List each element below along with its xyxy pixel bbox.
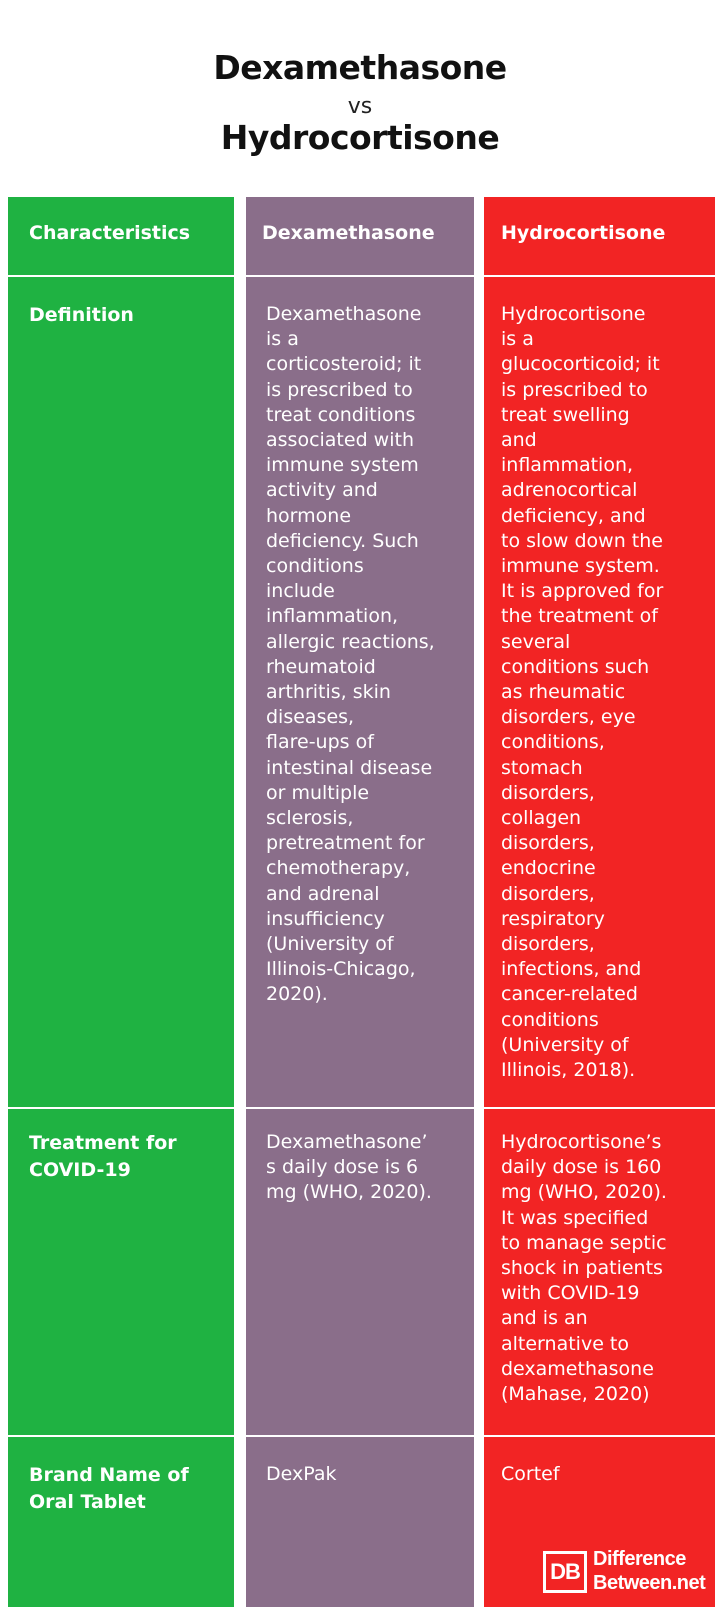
differencebetween-logo (543, 1547, 708, 1599)
cell-brand-hydrocortisone: Cortef (501, 1463, 560, 1485)
row-label-treatment: Treatment for COVID-19 (29, 1132, 177, 1181)
cell-definition-hydrocortisone: Hydrocortisone is a glucocorticoid; it is prescribed to treat swelling and inflammation, adrenocortical deficiency, and to slow down the immune system. It is approved for the treatment of several conditions such as rheumatic disorders, eye conditions, stomach disorders, collagen disorders, endocrine disorders, respiratory disorders, infections, and cancer-related conditions (University of Illinois, 2018). (501, 303, 664, 1082)
header-dexamethasone: Dexamethasone (262, 222, 435, 244)
cell-definition-dexamethasone: Dexamethasone is a corticosteroid; it is prescribed to treat conditions associated with immune system activity and hormone deficiency. Such conditions include inflammation, allergic reactions, rheumatoid arthritis, skin diseases, flare-ups of intestinal disease or multiple sclerosis, pretreatment for chemotherapy, and adrenal insufficiency (University of Illinois-Chicago, 2020). (266, 303, 435, 1006)
title-drug-a: Dexamethasone (213, 48, 507, 87)
logo-line-2: Between.net (593, 1572, 706, 1594)
db-logo-mark: DB (543, 1551, 587, 1593)
header-characteristics: Characteristics (29, 222, 191, 244)
column-characteristics (8, 197, 234, 1607)
row-divider (8, 1107, 715, 1109)
title-vs: vs (347, 94, 373, 119)
cell-brand-dexamethasone: DexPak (266, 1463, 337, 1485)
logo-text (593, 1547, 705, 1595)
row-label-definition: Definition (29, 304, 134, 326)
row-divider (8, 275, 715, 277)
row-label-brand-name: Brand Name of Oral Tablet (29, 1464, 189, 1513)
cell-treatment-hydrocortisone: Hydrocortisone’s daily dose is 160 mg (WHO, 2020). It was specified to manage septic shock in patients with COVID-19 and is an alternative to dexamethasone (Mahase, 2020) (501, 1131, 667, 1406)
title-drug-b: Hydrocortisone (220, 118, 500, 157)
header-hydrocortisone: Hydrocortisone (501, 222, 666, 244)
cell-treatment-dexamethasone: Dexamethasone’ s daily dose is 6 mg (WHO, 2020). (266, 1131, 432, 1204)
logo-line-1: Difference (593, 1548, 686, 1570)
row-divider (8, 1435, 715, 1437)
